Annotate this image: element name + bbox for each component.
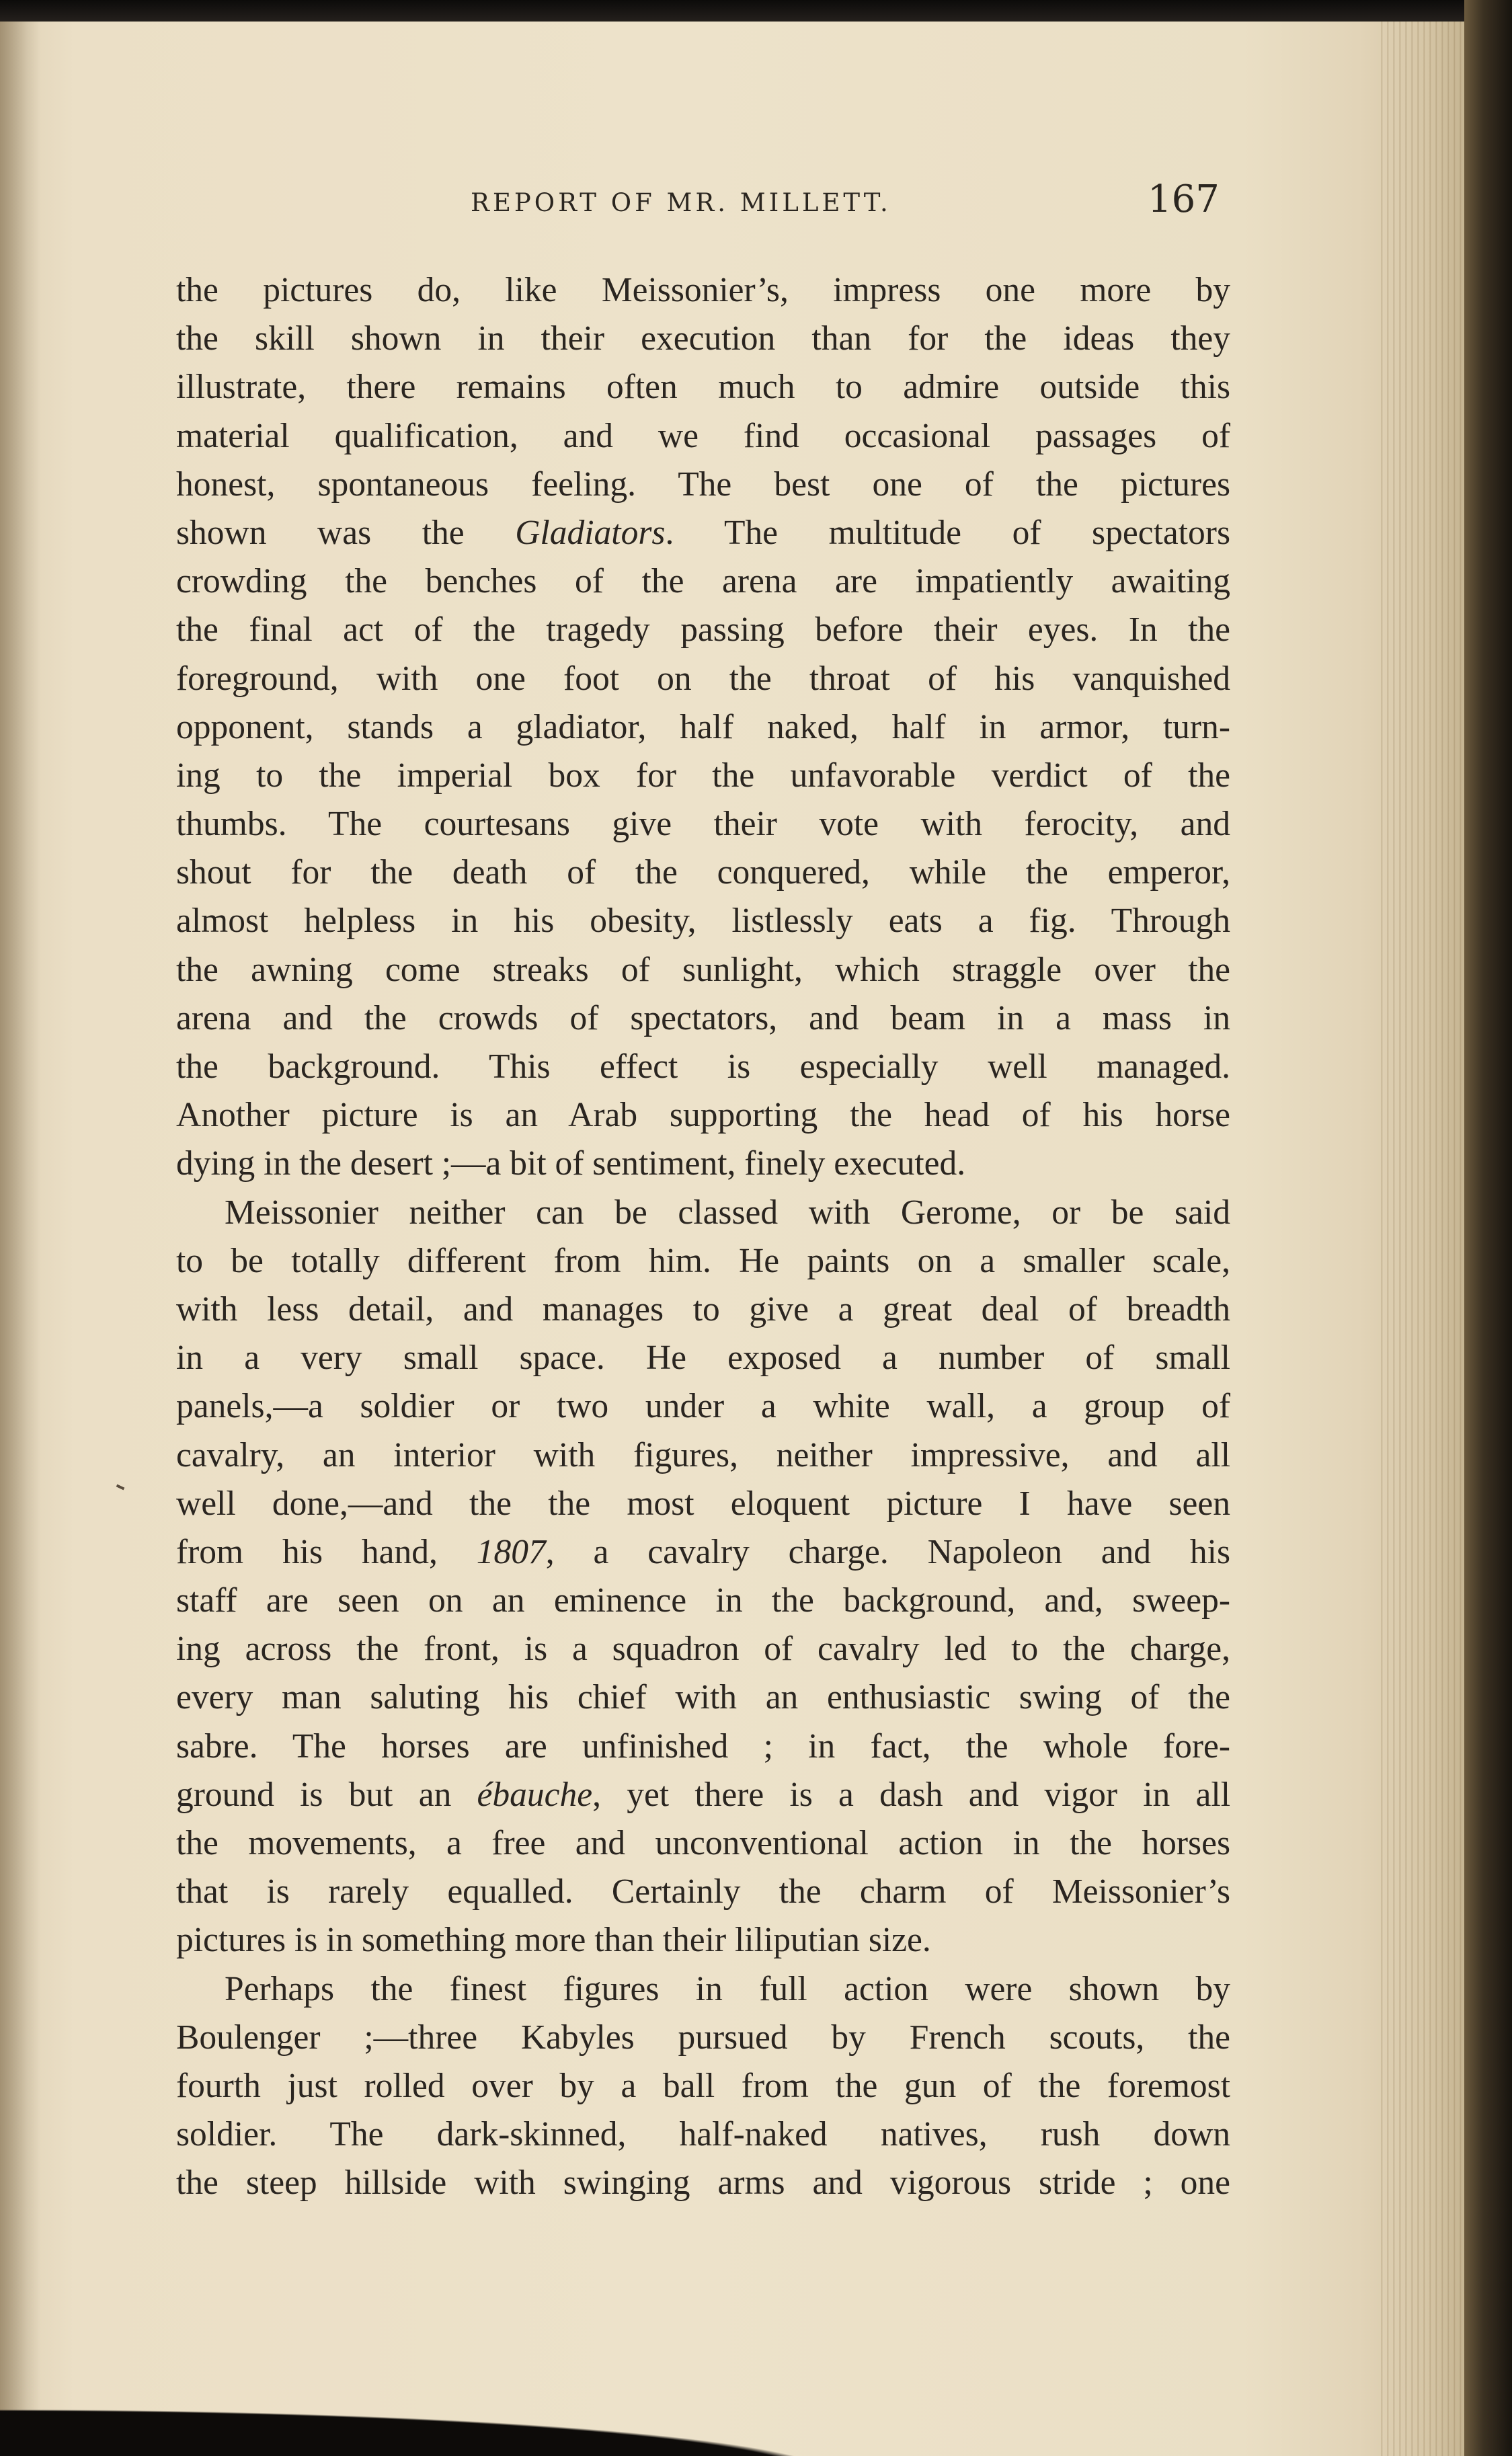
text-line: well done,—and the the most eloquent picture I have seen: [176, 1484, 1230, 1523]
text-line: opponent, stands a gladiator, half naked, half in armor, turn-: [176, 707, 1230, 746]
text-line: dying in the desert ;—a bit of sentiment, finely executed.: [176, 1144, 966, 1183]
text-line: the awning come streaks of sunlight, which straggle over the: [176, 950, 1230, 989]
text-line: thumbs. The courtesans give their vote with ferocity, and: [176, 805, 1230, 844]
text-line: staff are seen on an eminence in the background, and, sweep-: [176, 1581, 1230, 1620]
page-edge-stack: [1377, 22, 1464, 2456]
text-line: ing across the front, is a squadron of cavalry led to the charge,: [176, 1630, 1230, 1669]
text-line: shout for the death of the conquered, while the emperor,: [176, 853, 1230, 892]
text-line: to be totally different from him. He paints on a smaller scale,: [176, 1241, 1230, 1280]
text-line: fourth just rolled over by a ball from the gun of the foremost: [176, 2066, 1230, 2105]
text-line: sabre. The horses are unfinished ; in fact, the whole fore-: [176, 1727, 1230, 1766]
text-line: illustrate, there remains often much to admire outside this: [176, 368, 1230, 407]
text-line: in a very small space. He exposed a number of small: [176, 1339, 1230, 1378]
text-line: Another picture is an Arab supporting the head of his horse: [176, 1096, 1230, 1135]
text-line: Perhaps the finest figures in full action were shown by: [225, 1969, 1230, 2008]
text-line: the steep hillside with swinging arms and vigorous stride ; one: [176, 2164, 1230, 2203]
text-line: the background. This effect is especially well managed.: [176, 1047, 1230, 1086]
body-text: [176, 266, 1230, 2208]
text-line: Boulenger ;—three Kabyles pursued by French scouts, the: [176, 2018, 1230, 2057]
text-line: arena and the crowds of spectators, and beam in a mass in: [176, 998, 1230, 1037]
text-line: pictures is in something more than their liliputian size.: [176, 1921, 931, 1960]
text-line: almost helpless in his obesity, listlessly eats a fig. Through: [176, 902, 1230, 941]
text-line: foreground, with one foot on the throat of his vanquished: [176, 659, 1230, 698]
page-corner-shadow: [0, 2355, 1512, 2456]
gutter-shadow: [0, 22, 40, 2456]
page-number: 167: [1148, 177, 1220, 221]
text-line: the skill shown in their execution than for the ideas they: [176, 319, 1230, 358]
text-line: panels,—a soldier or two under a white wall, a group of: [176, 1387, 1230, 1426]
text-line: shown was the Gladiators. The multitude of spectators: [176, 513, 1230, 552]
text-line: soldier. The dark-skinned, half-naked natives, rush down: [176, 2115, 1230, 2154]
text-line: material qualification, and we find occasional passages of: [176, 416, 1230, 455]
running-title: REPORT OF MR. MILLETT.: [471, 188, 891, 217]
text-line: cavalry, an interior with figures, neither impressive, and all: [176, 1435, 1230, 1474]
text-line: crowding the benches of the arena are impatiently awaiting: [176, 562, 1230, 601]
text-line: the pictures do, like Meissonier’s, impress one more by: [176, 271, 1230, 309]
text-line: ground is but an ébauche, yet there is a dash and vigor in all: [176, 1775, 1230, 1814]
book-spine: [1464, 0, 1512, 2456]
text-line: every man saluting his chief with an enthusiastic swing of the: [176, 1678, 1230, 1717]
text-line: Meissonier neither can be classed with Gerome, or be said: [225, 1193, 1230, 1232]
text-line: that is rarely equalled. Certainly the charm of Meissonier’s: [176, 1872, 1230, 1911]
text-line: ing to the imperial box for the unfavorable verdict of the: [176, 756, 1230, 795]
text-line: honest, spontaneous feeling. The best one of the pictures: [176, 465, 1230, 504]
text-line: the movements, a free and unconventional action in the horses: [176, 1824, 1230, 1862]
text-line: the final act of the tragedy passing before their eyes. In the: [176, 610, 1230, 649]
text-line: with less detail, and manages to give a great deal of breadth: [176, 1290, 1230, 1329]
text-line: from his hand, 1807, a cavalry charge. Napoleon and his: [176, 1532, 1230, 1571]
